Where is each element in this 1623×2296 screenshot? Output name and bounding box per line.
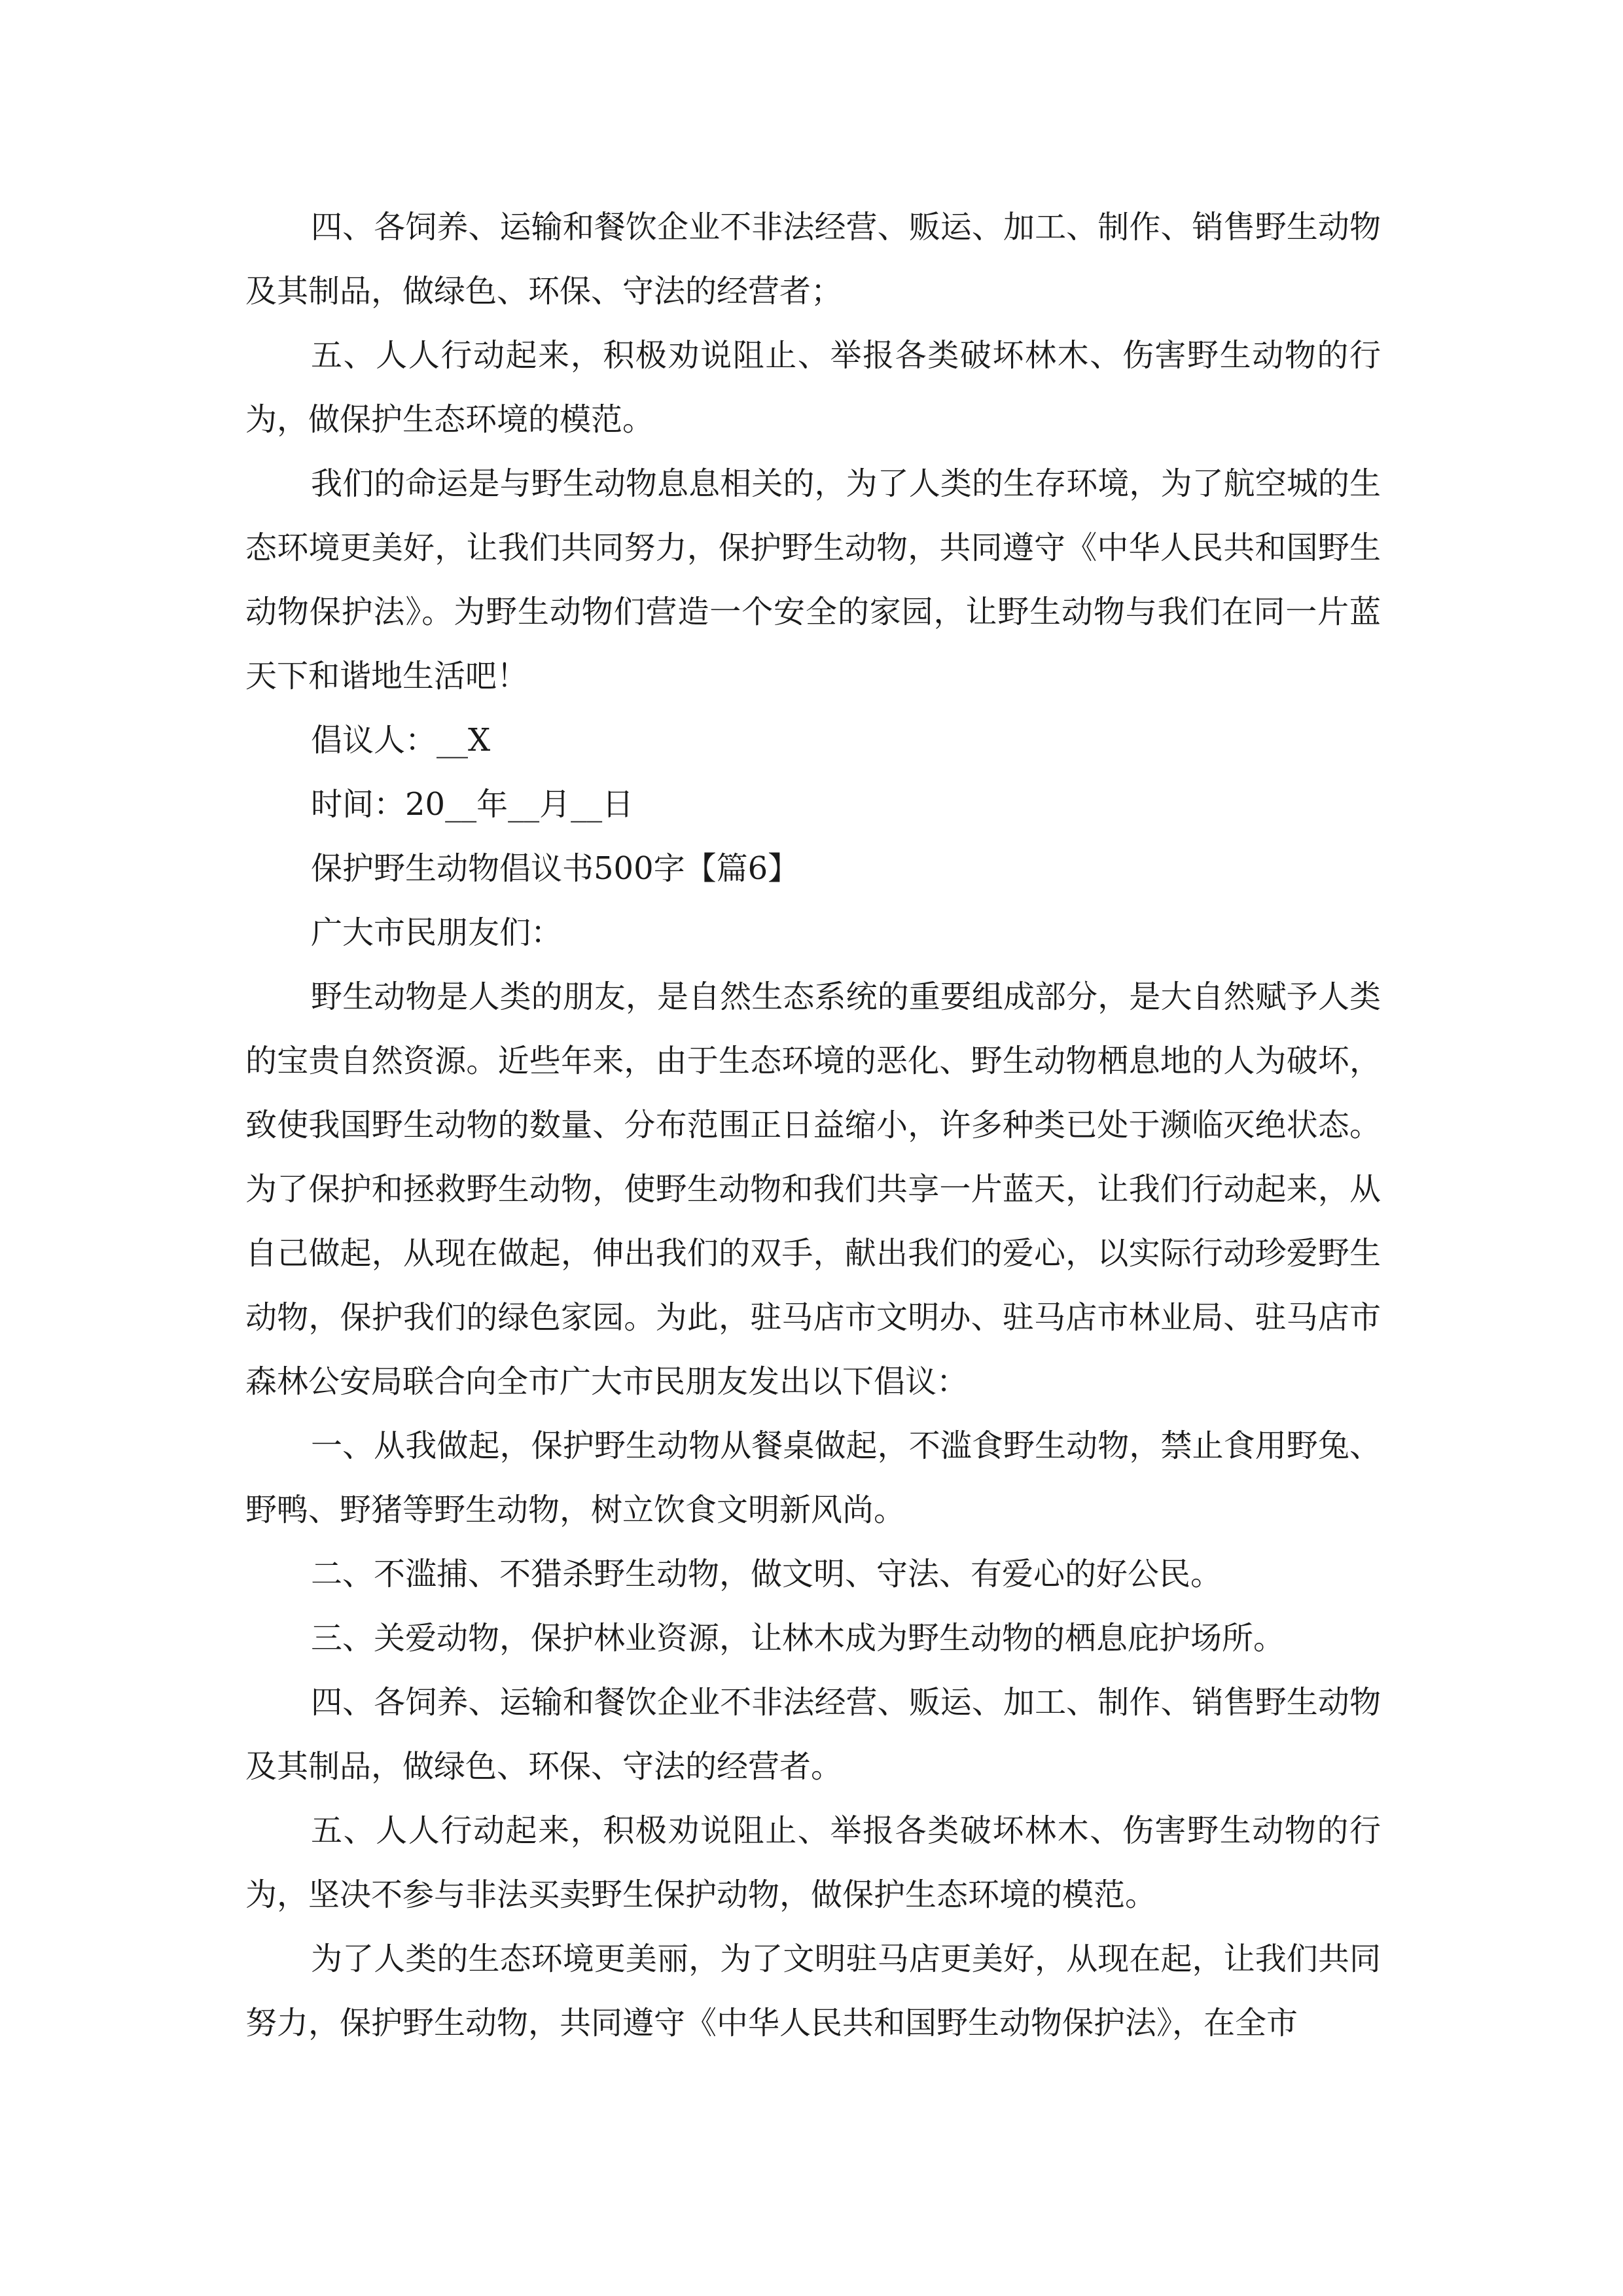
paragraph-item-4: 四、各饲养、运输和餐饮企业不非法经营、贩运、加工、制作、销售野生动物及其制品，做绿色、环保、守法的经营者。 [245,1684,1381,1785]
paragraph-item-3: 三、关爱动物，保护林业资源，让林木成为野生动物的栖息庇护场所。 [311,1620,1285,1657]
salutation: 广大市民朋友们： [311,914,563,951]
signatory-line: 倡议人：__X [311,722,491,759]
document-body [245,195,1381,2055]
paragraph-conclusion: 为了人类的生态环境更美丽，为了文明驻马店更美好，从现在起，让我们共同努力，保护野生动物，共同遵守《中华人民共和国野生动物保护法》，在全市 [245,1941,1381,2041]
paragraph-item-5: 五、人人行动起来，积极劝说阻止、举报各类破坏林木、伤害野生动物的行为，坚决不参与非法买卖野生保护动物，做保护生态环境的模范。 [245,1812,1381,1913]
paragraph-item-2: 二、不滥捕、不猎杀野生动物，做文明、守法、有爱心的好公民。 [311,1556,1222,1592]
date-line: 时间：20__年__月__日 [311,786,634,823]
paragraph-item-1: 一、从我做起，保护野生动物从餐桌做起，不滥食野生动物，禁止食用野兔、野鸭、野猪等野生动物，树立饮食文明新风尚。 [245,1427,1381,1528]
section-title: 保护野生动物倡议书500字【篇6】 [311,850,800,887]
paragraph-closing-appeal: 我们的命运是与野生动物息息相关的，为了人类的生存环境，为了航空城的生态环境更美好，让我们共同努力，保护野生动物，共同遵守《中华人民共和国野生动物保护法》。为野生动物们营造一个安全的家园，让野生动物与我们在同一片蓝天下和谐地生活吧！ [245,465,1381,694]
paragraph-item-5-action: 五、人人行动起来，积极劝说阻止、举报各类破坏林木、伤害野生动物的行为，做保护生态环境的模范。 [245,337,1381,438]
paragraph-introduction: 野生动物是人类的朋友，是自然生态系统的重要组成部分，是大自然赋予人类的宝贵自然资源。近些年来，由于生态环境的恶化、野生动物栖息地的人为破坏，致使我国野生动物的数量、分布范围正日益缩小，许多种类已处于濒临灭绝状态。为了保护和拯救野生动物，使野生动物和我们共享一片蓝天，让我们行动起来，从自己做起，从现在做起，伸出我们的双手，献出我们的爱心，以实际行动珍爱野生动物，保护我们的绿色家园。为此，驻马店市文明办、驻马店市林业局、驻马店市森林公安局联合向全市广大市民朋友发出以下倡议： [245,978,1381,1400]
paragraph-item-4-businesses: 四、各饲养、运输和餐饮企业不非法经营、贩运、加工、制作、销售野生动物及其制品，做绿色、环保、守法的经营者； [245,209,1381,310]
